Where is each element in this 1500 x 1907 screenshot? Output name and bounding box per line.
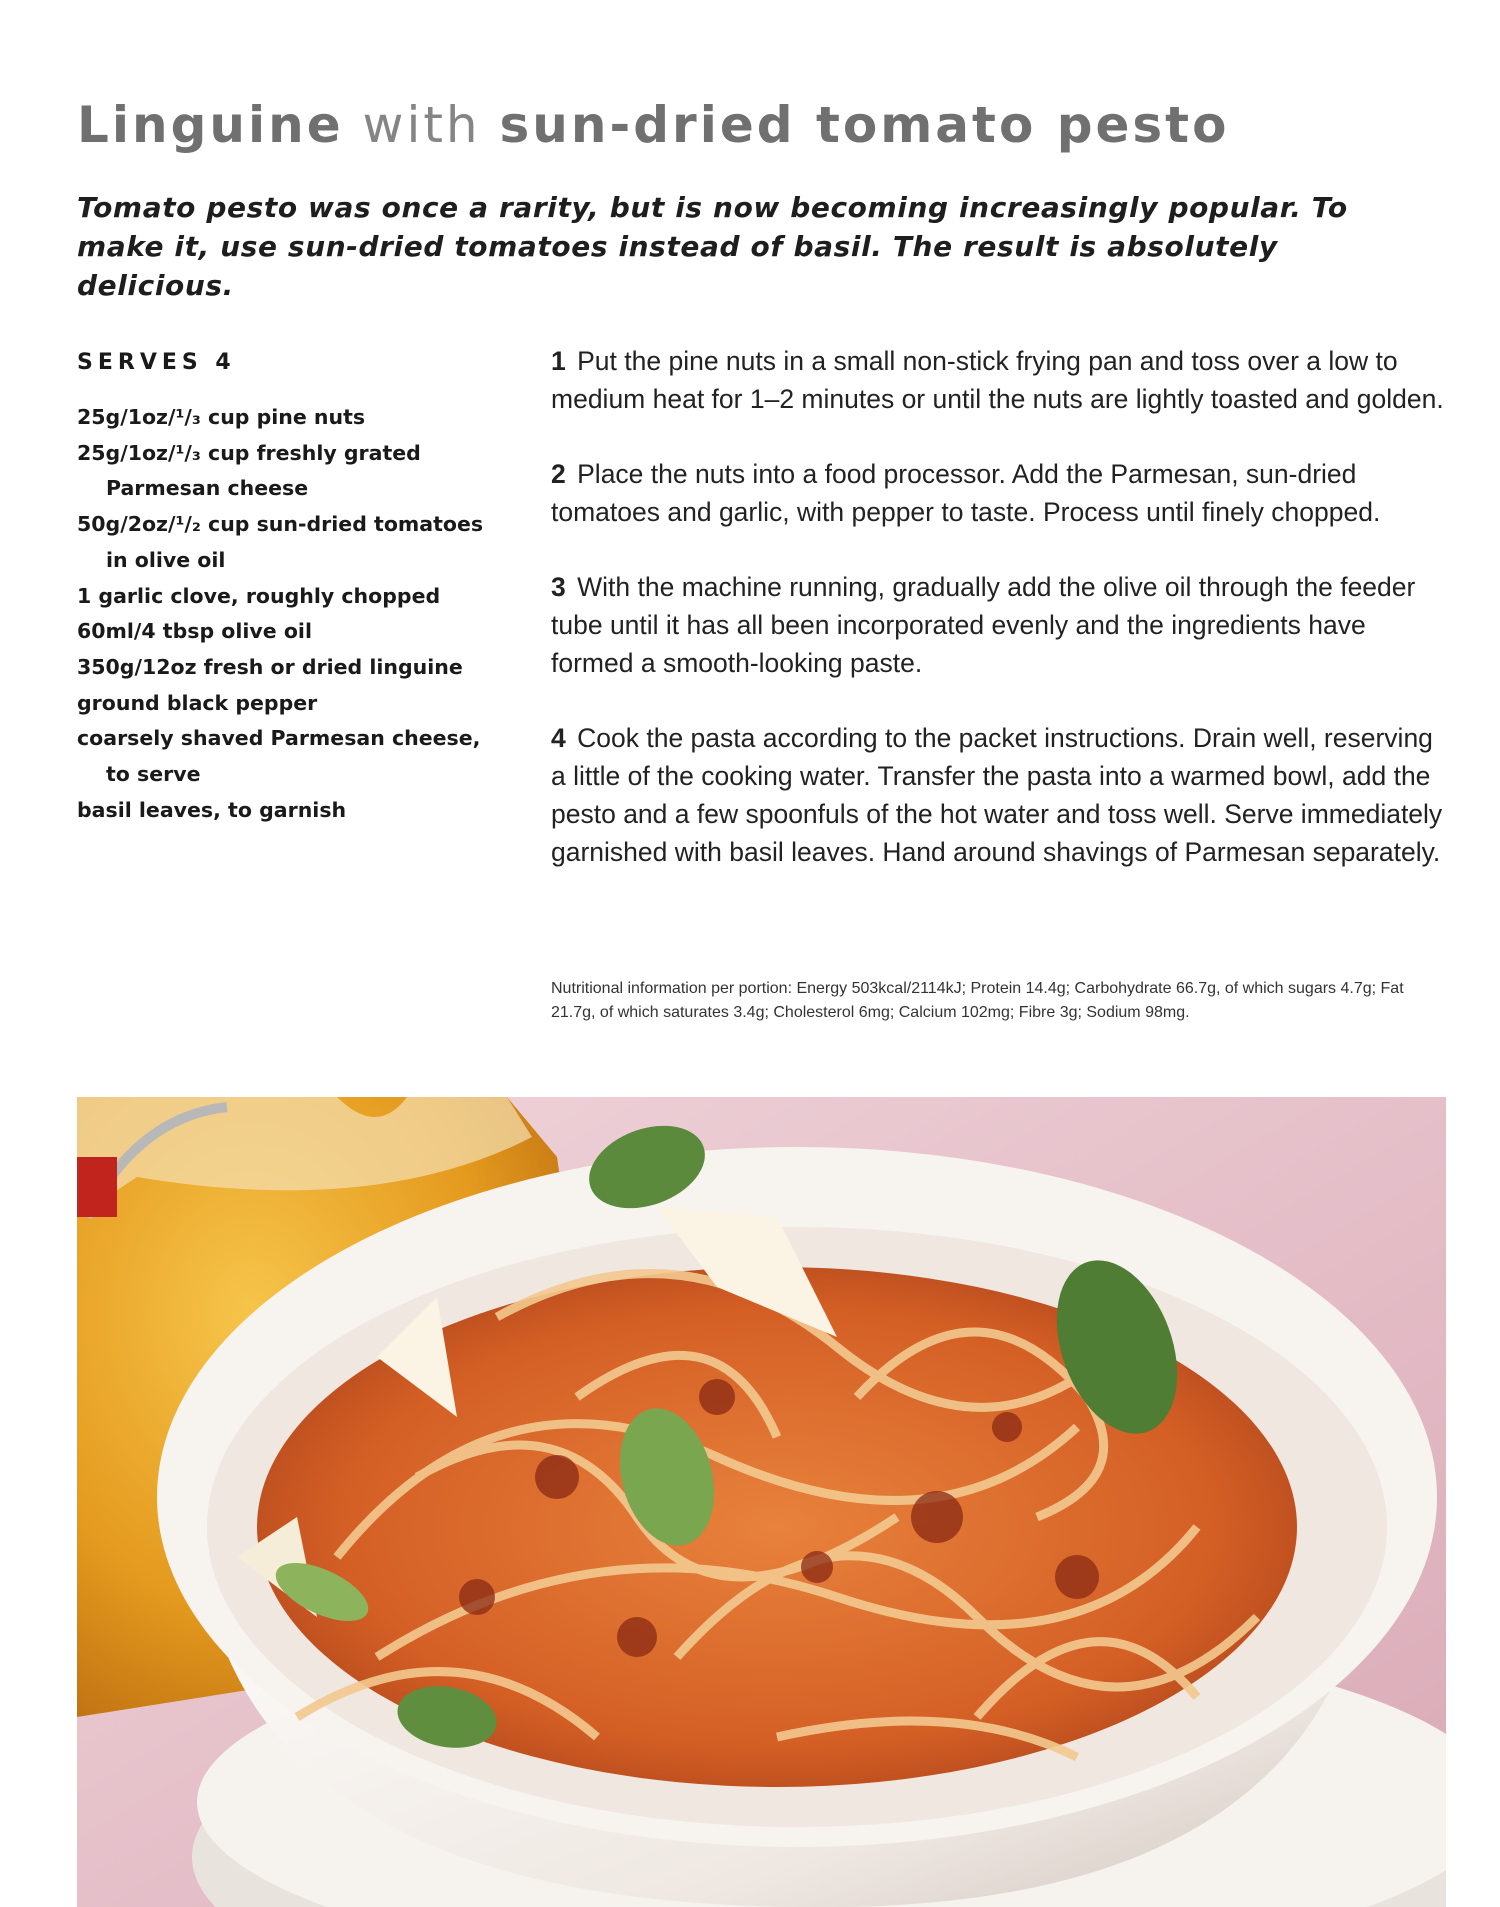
ingredient-line: 1 garlic clove, roughly chopped — [77, 583, 441, 608]
method-step — [551, 342, 1451, 418]
ingredient-item — [77, 721, 517, 792]
nutrition-info: Nutritional information per portion: Energy 503kcal/2114kJ; Protein 14.4g; Carbohydrate 66.7g, of which sugars 4.7g; Fat 21.7g, of which saturates 3.4g; Cholesterol 6mg; Calcium 102mg; Fibre 3g; Sodium 98mg. — [551, 980, 1404, 1021]
ingredient-item — [77, 686, 517, 722]
ingredient-continuation: in olive oil — [106, 547, 226, 572]
ingredient-line: 60ml/4 tbsp olive oil — [77, 619, 312, 644]
ingredient-line: 25g/1oz/¹/₃ cup freshly grated — [77, 440, 421, 465]
ingredient-continuation: to serve — [106, 762, 201, 787]
ingredient-line: 25g/1oz/¹/₃ cup pine nuts — [77, 405, 366, 429]
step-text: With the machine running, gradually add the olive oil through the feeder tube until it has all been incorporated evenly and the ingredients have formed a smooth-looking paste. — [551, 572, 1416, 678]
method-steps — [551, 342, 1451, 908]
method-step — [551, 568, 1451, 682]
pasta-bowl-illustration — [77, 1097, 1446, 1907]
ingredient-item — [77, 507, 517, 578]
ingredient-line: 350g/12oz fresh or dried linguine — [77, 654, 463, 679]
step-number: 1 — [551, 346, 566, 376]
serves-heading: SERVES 4 — [77, 350, 236, 375]
ingredient-item — [77, 400, 517, 436]
recipe-title — [77, 96, 1229, 154]
recipe-intro: Tomato pesto was once a rarity, but is now becoming increasingly popular. To make it, use sun-dried tomatoes instead of basil. The result is absolutely delicious. — [77, 191, 1348, 302]
recipe-photo — [77, 1097, 1446, 1907]
step-text: Place the nuts into a food processor. Add the Parmesan, sun-dried tomatoes and garlic, with pepper to taste. Process until finely chopped. — [551, 459, 1381, 527]
step-text: Put the pine nuts in a small non-stick frying pan and toss over a low to medium heat for 1–2 minutes or until the nuts are lightly toasted and golden. — [551, 346, 1444, 414]
step-number: 4 — [551, 723, 566, 753]
ingredients-list — [77, 400, 517, 828]
ingredient-item — [77, 793, 517, 829]
ingredient-line: 50g/2oz/¹/₂ cup sun-dried tomatoes — [77, 512, 484, 537]
method-step — [551, 455, 1451, 531]
ingredient-item — [77, 650, 517, 686]
ingredient-line: coarsely shaved Parmesan cheese, — [77, 726, 481, 751]
step-number: 2 — [551, 459, 566, 489]
title-part-main: sun-dried tomato pesto — [499, 96, 1230, 154]
method-step — [551, 719, 1451, 871]
ingredient-item — [77, 579, 517, 615]
ingredient-item — [77, 614, 517, 650]
step-text: Cook the pasta according to the packet instructions. Drain well, reserving a little of the cooking water. Transfer the pasta into a warmed bowl, add the pesto and a few spoonfuls of the hot water and toss well. Serve immediately garnished with basil leaves. Hand around shavings of Parmesan separately. — [551, 723, 1443, 867]
ingredient-item — [77, 436, 517, 507]
ingredient-continuation: Parmesan cheese — [106, 476, 309, 501]
ingredient-line: ground black pepper — [77, 690, 318, 715]
step-number: 3 — [551, 572, 566, 602]
title-part-linguine: Linguine — [77, 96, 344, 154]
ingredient-line: basil leaves, to garnish — [77, 797, 347, 822]
title-part-with: with — [362, 96, 481, 154]
